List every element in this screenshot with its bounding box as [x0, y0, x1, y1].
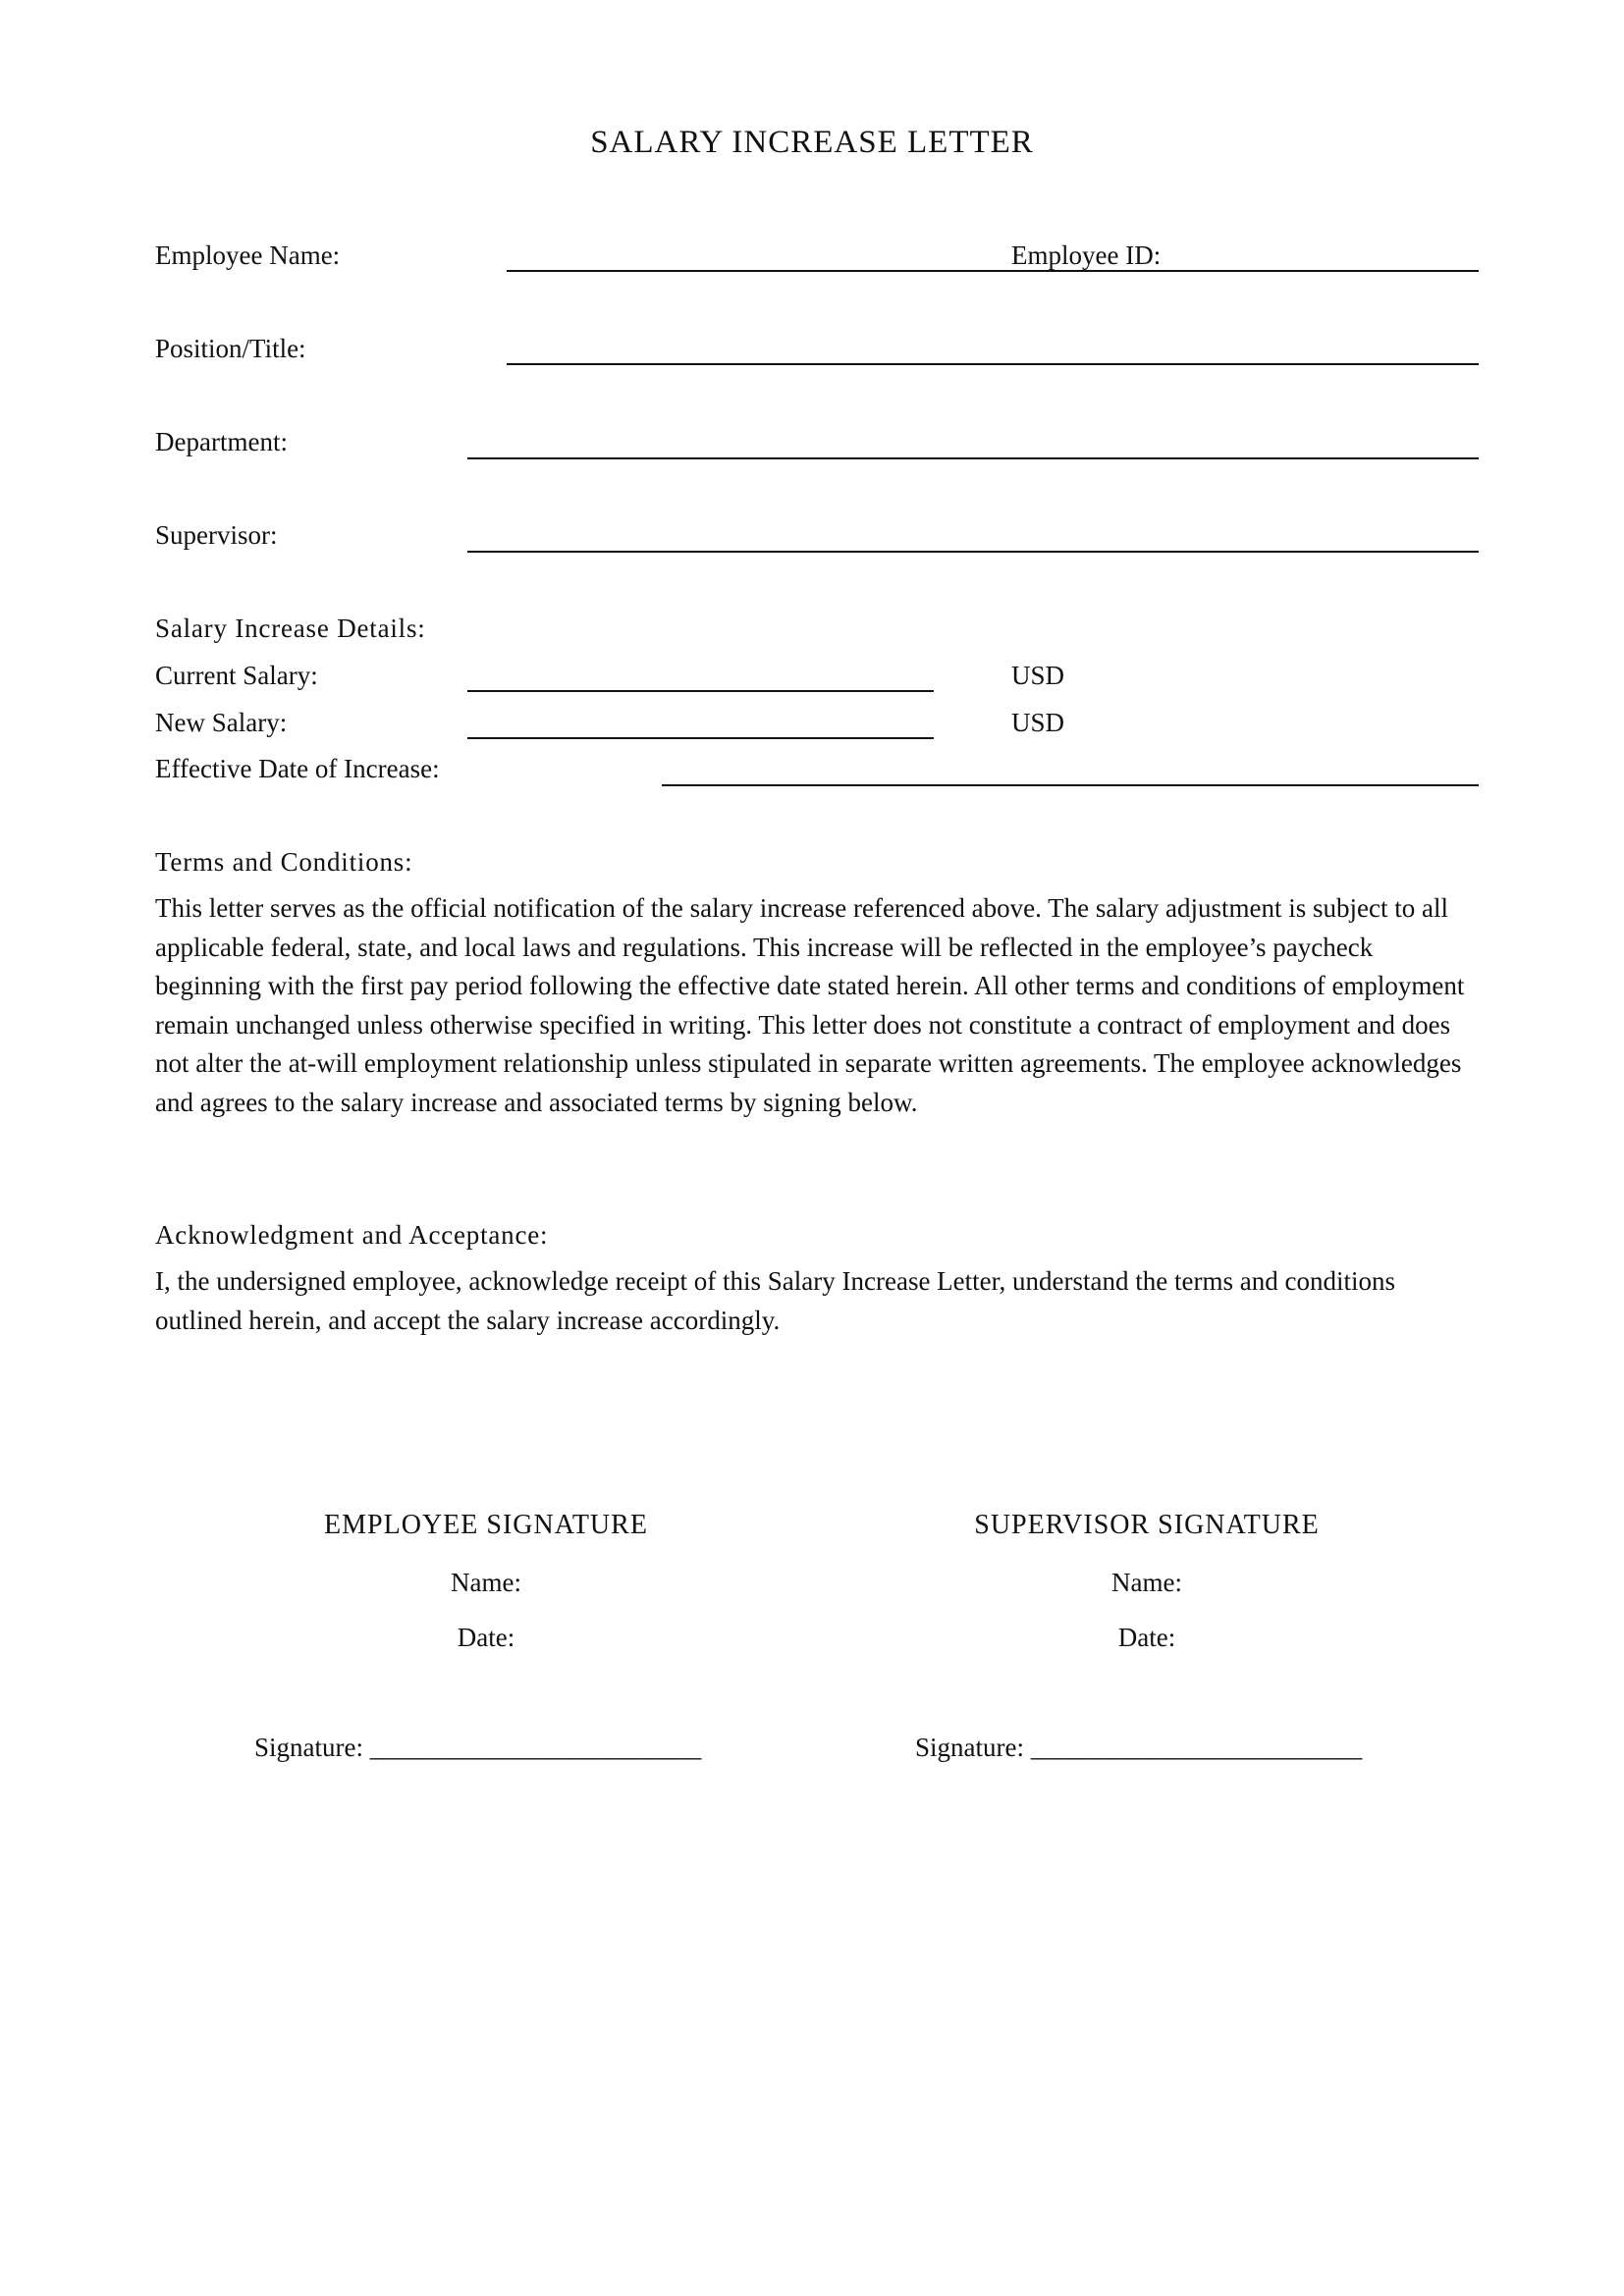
- supervisor-signature-heading: SUPERVISOR SIGNATURE: [974, 1510, 1320, 1540]
- supervisor-signature-line[interactable]: Signature: _________________________: [915, 1733, 1363, 1762]
- new-salary-label: New Salary:: [155, 708, 288, 737]
- effective-date-label: Effective Date of Increase:: [155, 754, 440, 783]
- supervisor-signature-block: [887, 1510, 1407, 1541]
- supervisor-name-field: Name:: [1111, 1568, 1182, 1597]
- department-label: Department:: [155, 427, 288, 456]
- document-title: SALARY INCREASE LETTER: [590, 125, 1034, 160]
- employee-name-field: Name:: [451, 1568, 521, 1597]
- employee-name-label: Employee Name:: [155, 240, 341, 270]
- acknowledgment-heading: Acknowledgment and Acceptance:: [155, 1220, 549, 1250]
- supervisor-date-field: Date:: [1117, 1623, 1176, 1652]
- employee-id-label: Employee ID:: [1011, 240, 1162, 270]
- employee-signature-block: [226, 1510, 746, 1541]
- supervisor-label: Supervisor:: [155, 520, 278, 550]
- new-salary-line[interactable]: [467, 737, 934, 739]
- terms-body: This letter serves as the official notification of the salary increase referenced above. The salary adjustment is subject to all applicable federal, state, and local laws and regulations. This increase will be reflected in the employee’s paycheck beginning with the first pay period following the effective date stated herein. All other terms and conditions of employment remain unchanged unless otherwise specified in writing. This letter does not constitute a contract of employment and does not alter the at-will employment relationship unless stipulated in separate written agreements. The employee acknowledges and agrees to the salary increase and associated terms by signing below.: [155, 893, 1465, 1117]
- acknowledgment-body: I, the undersigned employee, acknowledge receipt of this Salary Increase Letter, understand the terms and conditions outlined herein, and accept the salary increase accordingly.: [155, 1266, 1395, 1335]
- employee-signature-heading: EMPLOYEE SIGNATURE: [324, 1510, 648, 1540]
- employee-name-line[interactable]: [507, 270, 1479, 272]
- salary-details-heading: Salary Increase Details:: [155, 614, 426, 643]
- current-salary-line[interactable]: [467, 690, 934, 692]
- employee-signature-line[interactable]: Signature: _________________________: [254, 1733, 702, 1762]
- employee-date-field: Date:: [457, 1623, 515, 1652]
- department-line[interactable]: [467, 457, 1479, 459]
- current-salary-label: Current Salary:: [155, 661, 318, 690]
- terms-heading: Terms and Conditions:: [155, 847, 413, 877]
- position-label: Position/Title:: [155, 334, 306, 363]
- supervisor-line[interactable]: [467, 551, 1479, 553]
- new-salary-currency: USD: [1011, 708, 1065, 737]
- position-line[interactable]: [507, 363, 1479, 365]
- effective-date-line[interactable]: [662, 784, 1479, 786]
- current-salary-currency: USD: [1011, 661, 1065, 690]
